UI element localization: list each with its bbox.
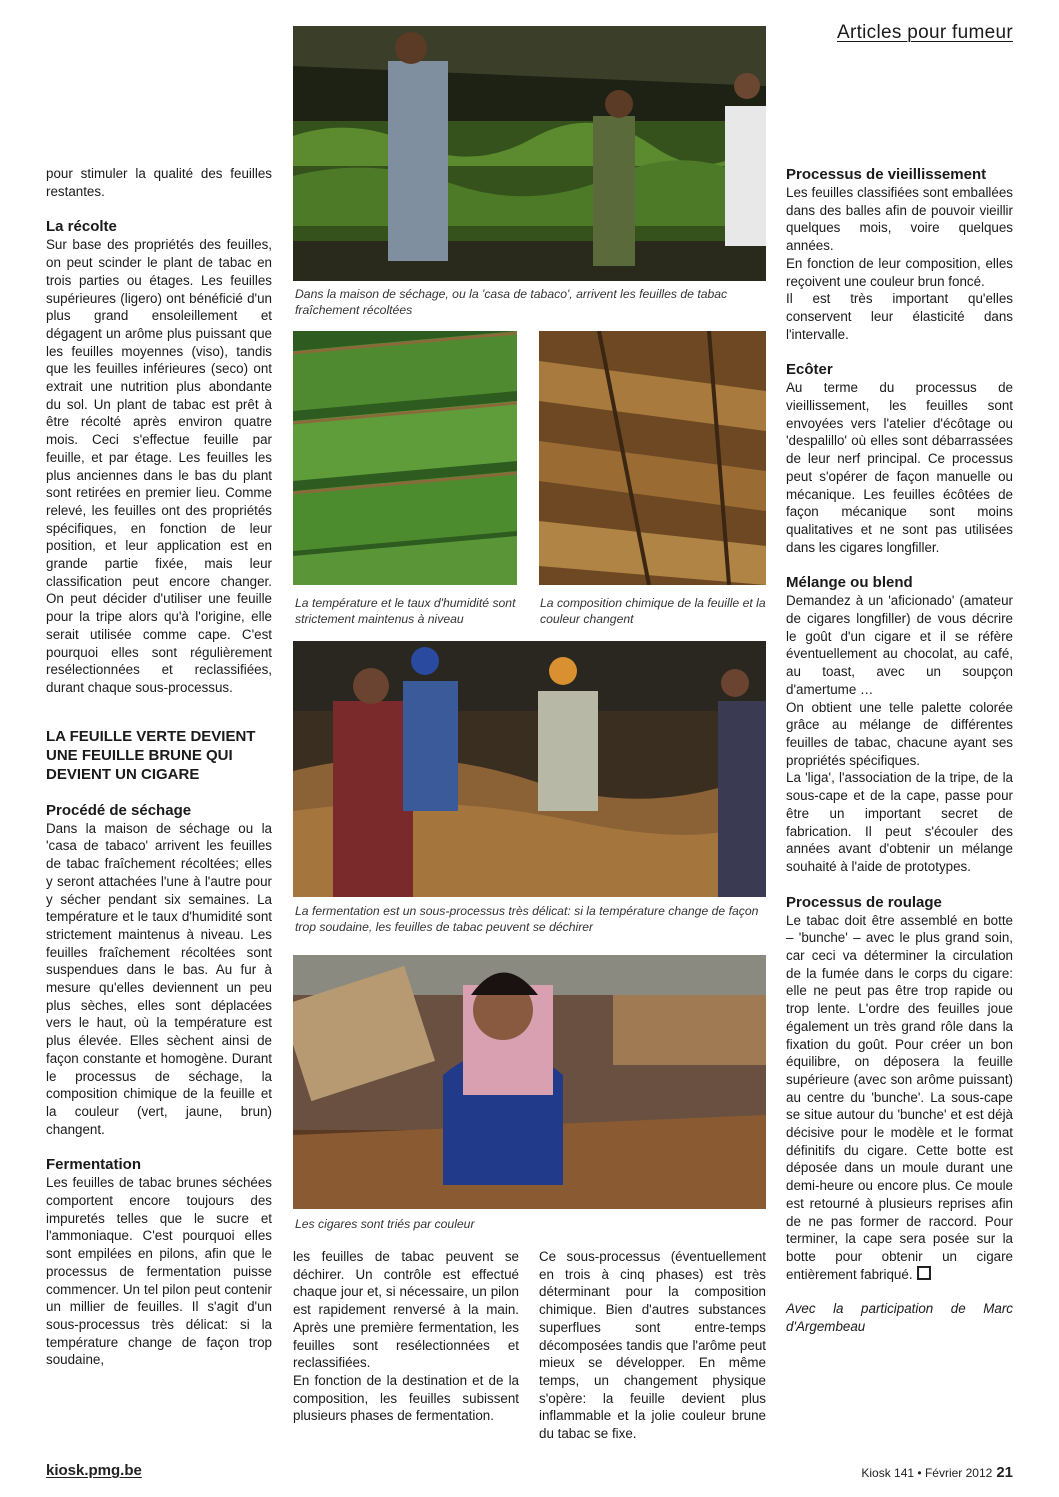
brown-leaves-photo [539, 331, 766, 585]
column-1 [46, 165, 272, 1369]
sechage-text: Dans la maison de séchage ou la 'casa de tabaco' arrivent les feuilles de tabac fraîchement récoltées; elles y seront attachées l'une à l'autre pour y sécher pendant six semaines. La température et le taux d'humidité sont strictement maintenus à niveau. Les feuilles fraîchement récoltées sont suspendues dans le bas. Au fur à mesure qu'elles deviennent un peu plus sèches, elles sont déplacées vers le haut, où la température est plus élevée. Elles sèchent ainsi de façon constante et homogène. Durant le processus de séchage, la composition chimique de la feuille et la couleur (vert, jaune, brun) changent. [46, 820, 272, 1137]
ecoter-text: Au terme du processus de vieillissement, les feuilles sont envoyées vers l'atelier d'écôtage ou 'despalillo' où elles sont débarrassées de leur nerf principal. Ce processus peut s'opérer de façon manuelle ou mécanique. Les feuilles écôtées de façon mécanique sont moins qualitatives et ne sont pas utilisées dans les cigares longfiller. [786, 380, 1013, 555]
melange-text-3: La 'liga', l'association de la tripe, de la sous-cape et de la cape, passe pour être un important secret de fabrication. Il peut s'écouler des années avant d'obtenir un mélange souhaité à l'aide de prototypes. [786, 770, 1013, 874]
cigar-sorting-photo [293, 955, 766, 1209]
subprocess-text: Ce sous-processus (éventuellement en trois à cinq phases) est très déterminant pour la composition chimique. Bien d'autres substances superflues sont entre-temps décomposées tandis que l'arôme peut mieux se développer. En même temps, un changement physique s'opère: la feuille devient plus inflammable et la jolie couleur brune du tabac se fixe. [539, 1249, 766, 1442]
credit-text: Avec la participation de Marc d'Argembeau [786, 1301, 1013, 1335]
fermentation-phases-text: En fonction de la destination et de la composition, les feuilles subissent plusieurs phases de fermentation. [293, 1372, 519, 1424]
footer-issue [861, 1464, 1013, 1481]
drying-house-photo [293, 26, 766, 281]
vieillissement-text-1: Les feuilles classifiées sont emballées dans des balles afin de pouvoir vieillir quelques mois, voire quelques années. [786, 185, 1013, 254]
caption-photo2: La température et le taux d'humidité sont strictement maintenus à niveau [295, 596, 516, 626]
recolte-text: Sur base des propriétés des feuilles, on peut scinder le plant de tabac en trois parties ou étages. Les feuilles supérieures (ligero) ont bénéficié d'un plus grand ensoleillement et dégagent un arôme plus puissant que les feuilles moyennes (viso), tandis que les feuilles inférieures (seco) ont extrait une nutrition plus abondante du sol. Un plant de tabac est prêt à être récolté après environ quatre mois. Ceci s'effectue feuille par feuille, et par étage. Les feuilles les plus anciennes dans le bas du plant sont retirées en premier lieu. Comme relevé, les feuilles ont des propriétés spécifiques, en fonction de leur position, et leur application est en grande partie fixée, mais leur classification peut encore changer. On peut décider d'utiliser une feuille pour la tripe alors qu'à l'origine, elle serait utilisée comme cape. C'est pourquoi elles sont régulièrement resélectionnées et reclassifiées, durant chaque sous-processus. [46, 237, 272, 695]
heading-fermentation: Fermentation [46, 1156, 142, 1174]
melange-text-1: Demandez à un 'aficionado' (amateur de cigares longfiller) de vous décrire le goût d'un cigare et il se réfère éventuellement au chocolat, au café, au toast, avec un soupçon d'amertume … [786, 593, 1013, 697]
column-3 [539, 1248, 766, 1443]
green-leaves-photo [293, 331, 517, 585]
fermentation-photo [293, 641, 766, 897]
melange-text-2: On obtient une telle palette colorée grâce au mélange de différentes feuilles de tabac, chacune ayant ses propriétés spécifiques. [786, 699, 1013, 768]
fermentation-cont-text: les feuilles de tabac peuvent se déchirer. Un contrôle est effectué chaque jour et, si nécessaire, un pilon est rapidement renversé à la main. Après une première fermentation, les feuilles sont resélectionnées et reclassifiées. [293, 1249, 519, 1371]
main-heading: LA FEUILLE VERTE DEVIENT UNE FEUILLE BRUNE QUI DEVIENT UN CIGARE [46, 727, 256, 783]
fermentation-text: Les feuilles de tabac brunes séchées comportent encore toujours des impuretés telles que le sucre et l'ammoniaque. C'est pourquoi elles sont empilées en pilons, afin que le processus de fermentation puisse commencer. Un tel pilon peut contenir un millier de feuilles. Il s'agit d'un sous-processus très délicat: si la température change de façon trop soudaine, [46, 1175, 272, 1368]
caption-photo5: Les cigares sont triés par couleur [295, 1217, 475, 1231]
heading-vieillissement: Processus de vieillissement [786, 166, 987, 183]
caption-photo1: Dans la maison de séchage, ou la 'casa de tabaco', arrivent les feuilles de tabac fraîchement récoltées [295, 287, 728, 317]
roulage-text: Le tabac doit être assemblé en botte – 'bunche' – avec le plus grand soin, car ceci va déterminer la circulation de la fumée dans le corps du cigare: elle ne peut pas être trop rapide ou trop lente. L'ordre des feuilles joue également un très grand rôle dans la fixation du goût. Pour créer un bon équilibre, on déposera la feuille supérieure (avec son arôme puissant) au centre du 'bunche'. La sous-cape se situe autour du 'bunche' et est déjà décisive pour le modèle et le format définitifs du cigare. Cette botte est déposée dans un moule durant une demi-heure ou encore plus. Ce moule est retourné à plusieurs reprises afin de ne pas former de raccord. Pour terminer, la cape sera posée sur la botte pour obtenir un cigare entièrement fabriqué. [786, 912, 1013, 1282]
section-label: Articles pour fumeur [836, 22, 1013, 43]
column-4 [786, 165, 1013, 1336]
column-2 [293, 1248, 519, 1425]
vieillissement-text-2: En fonction de leur composition, elles reçoivent une couleur brun foncé. [786, 255, 1013, 289]
heading-melange: Mélange ou blend [786, 574, 913, 592]
caption-photo3: La composition chimique de la feuille et la couleur changent [540, 596, 766, 626]
heading-sechage: Procédé de séchage [46, 801, 192, 819]
page-number: 21 [996, 1464, 1013, 1481]
heading-ecoter: Ecôter [786, 361, 833, 379]
end-mark-icon [917, 1266, 931, 1280]
heading-roulage: Processus de roulage [786, 893, 942, 911]
issue-label: Kiosk 141 • Février 2012 [861, 1466, 993, 1480]
intro-text: pour stimuler la qualité des feuilles restantes. [46, 166, 272, 199]
heading-recolte: La récolte [46, 218, 117, 236]
vieillissement-text-3: Il est très important qu'elles conservent leur élasticité dans l'intervalle. [786, 291, 1013, 342]
footer-site-link[interactable]: kiosk.pmg.be [46, 1462, 142, 1479]
caption-photo4: La fermentation est un sous-processus très délicat: si la température change de façon trop soudaine, les feuilles de tabac peuvent se déchirer [295, 904, 759, 934]
